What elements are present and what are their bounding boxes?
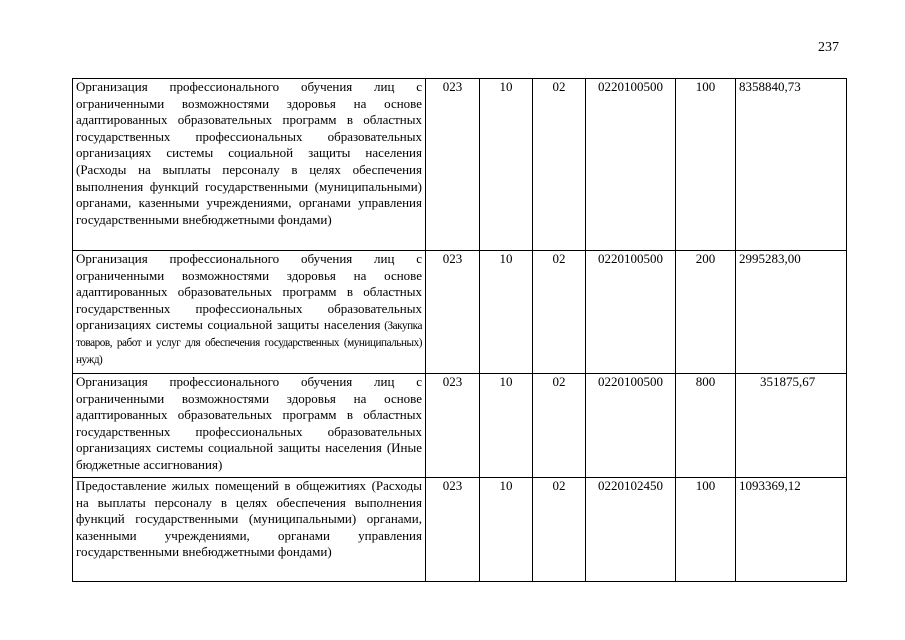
table-row	[73, 79, 847, 251]
page-number: 237	[818, 40, 839, 55]
table-row	[73, 251, 847, 374]
amount: 2995283,00	[736, 251, 847, 374]
amount: 1093369,12	[736, 478, 847, 582]
ministry-code: 023	[426, 79, 480, 251]
expense-type-code: 800	[676, 374, 736, 478]
ministry-code: 023	[426, 251, 480, 374]
ministry-code: 023	[426, 374, 480, 478]
target-article-code: 0220100500	[586, 79, 676, 251]
amount: 8358840,73	[736, 79, 847, 251]
expense-description-main: Организация профессионального обучения лиц с ограниченными возможностями здоровья на основе адаптированных образовательных программ в областных государственных профессиональных образовательных организациях системы социальной защиты населения	[76, 251, 422, 333]
target-article-code: 0220102450	[586, 478, 676, 582]
table-row	[73, 478, 847, 582]
expense-type-code: 200	[676, 251, 736, 374]
expense-description: Предоставление жилых помещений в общежитиях (Расходы на выплаты персоналу в целях обеспечения выполнения функций государственными (муниципальными) органами, казенными учреждениями, органами управления государственными внебюджетными фондами)	[73, 478, 426, 582]
subsection-code: 02	[533, 478, 586, 582]
subsection-code: 02	[533, 374, 586, 478]
expense-description	[73, 251, 426, 374]
amount: 351875,67	[736, 374, 847, 478]
table-row	[73, 374, 847, 478]
target-article-code: 0220100500	[586, 251, 676, 374]
expense-description-small: (Закупка товаров, работ и услуг для обеспечения государственных (муниципальных) нужд)	[76, 320, 422, 367]
section-code: 10	[480, 79, 533, 251]
section-code: 10	[480, 478, 533, 582]
subsection-code: 02	[533, 251, 586, 374]
section-code: 10	[480, 251, 533, 374]
budget-table	[72, 78, 847, 582]
expense-description: Организация профессионального обучения лиц с ограниченными возможностями здоровья на основе адаптированных образовательных программ в областных государственных профессиональных образовательных организациях системы социальной защиты населения (Иные бюджетные ассигнования)	[73, 374, 426, 478]
expense-type-code: 100	[676, 79, 736, 251]
expense-description: Организация профессионального обучения лиц с ограниченными возможностями здоровья на основе адаптированных образовательных программ в областных государственных профессиональных образовательных организациях системы социальной защиты населения (Расходы на выплаты персоналу в целях обеспечения выполнения функций государственными (муниципальными) органами, казенными учреждениями, органами управления государственными внебюджетными фондами)	[73, 79, 426, 251]
target-article-code: 0220100500	[586, 374, 676, 478]
section-code: 10	[480, 374, 533, 478]
subsection-code: 02	[533, 79, 586, 251]
expense-type-code: 100	[676, 478, 736, 582]
ministry-code: 023	[426, 478, 480, 582]
